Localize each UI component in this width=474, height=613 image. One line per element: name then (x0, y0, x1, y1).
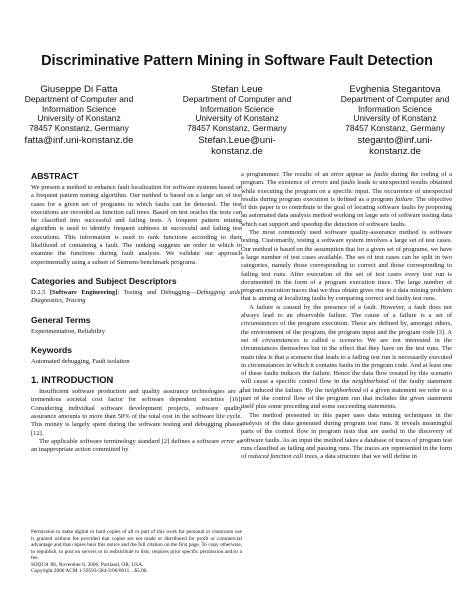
author-affiliation-line: Information Science (41, 103, 117, 114)
author-block-1 (0, 84, 158, 147)
right-column (241, 171, 452, 461)
author-name: Stefan Leue (211, 84, 263, 95)
author-affiliation-line: 78457 Konstanz, Germany (345, 122, 445, 133)
permission-text: Permission to make digital or hard copies of all or part of this work for personal or classroom use is granted without fee provided that copies are not made or distributed for profit or commercial advantage and that copies bear this notice and the full citation on the first page. To copy otherwise, to republish, to post on servers or to redistribute to lists, requires prior specific permission and/or a fee. (31, 529, 242, 561)
venue-line: SOQUA '06, November 6, 2006, Portland, OR, USA. (31, 561, 144, 568)
body-paragraph: a programmer. The results of an error appear as faults during the coding of a program. The existence of errors and faults leads to unexpected results obtained while executing the program on a specific input. The occurrence of unexpected results during program execution is defined as a program failure. The objective of this paper is to contribute to the goal of locating software faults by proposing an automated data analysis method working on large sets of software testing data which can support and speedup the detection of software faults. (241, 171, 453, 228)
author-affiliation-line: University of Konstanz (195, 113, 279, 124)
author-affiliation-line: Department of Computer and (340, 94, 450, 104)
abstract-heading: ABSTRACT (31, 171, 79, 181)
copyright-line: Copyright 2006 ACM 1-59593-584-3/06/0011 ...$5.00. (31, 568, 148, 574)
author-name: Giuseppe Di Fatta (40, 84, 118, 95)
author-affiliation-line: Information Science (199, 103, 275, 114)
body-paragraph: A failure is caused by the presence of a fault. However, a fault does not always lead to an observable failure. The cause of a failure is a set of circumstances of the program execution. These are defined by, amongst others, the environment of the program, the program input and the program code [3]. A set of circumstances is called a scenario. We are not interested in the circumstances themselves but in the effect that they have on the test runs. The main idea is that a scenario that leads to a failing test run is necessarily executed in circumstances in which it contains faults in the program code. And at least one of these faults induces the failure. Hence the data flow created by this scenario will cause a specific control flow in the neighborhood of the faulty statement that induced the failure. By the neighborhood of a given statement we refer to a part of the control flow of the program run that includes the given statement itself plus some preceding and some succeeding statements. (241, 303, 453, 411)
paper-title: Discriminative Pattern Mining in Software Fault Detection (41, 53, 433, 69)
general-terms-heading: General Terms (31, 314, 91, 325)
body-paragraph: The most commonly used software quality-assurance method is software testing. Customarily, testing a software system involves a large set of test cases. Our method is based on the assumption that for a given set of programs, we have a large number of test cases available. The set of test cases can be split in two categories, namely those corresponding to correct and those corresponding to failing test runs. After execution of the set of test cases every test run is documented in the form of a program execution trace. The large number of program execution traces that we thus obtain gives rise to a data mining problem that is aiming at localizing faults by comparing correct and faulty test runs. (241, 229, 452, 303)
author-email: fatta@inf.uni-konstanz.de (24, 135, 134, 147)
keywords-heading: Keywords (31, 344, 73, 355)
left-column (31, 171, 242, 455)
body-paragraph: The method presented in this paper uses data mining techniques in the analysis of the data generated during program test runs. It reveals meaningful parts of the control flow in program tests that are useful in the discovery of software faults. As an input the method takes a database of traces of program test runs classified as failing and passing runs. The traces are represented in the form of reduced function call trees, a data structure that we will define in (241, 411, 452, 461)
abstract-text: We present a method to enhance fault localization for software systems based on a frequent pattern mining algorithm. Our method is based on a large set of test cases for a given set of programs in which faults can be detected. The test executions are recorded as function call trees. Based on test oracles the tests can be classified into successful and failing tests. A frequent pattern mining algorithm is used to identify frequent subtrees in successful and failing test executions. This information is used to rank functions according to their likelihood of containing a fault. The ranking suggests an order in which to examine the functions during fault analysis. We validate our approach experimentally using a subset of Siemens benchmark programs. (31, 184, 242, 266)
categories-text: D.2.5 [Software Engineering]: Testing and Debugging—Debugging aids, Diagnostics, Tracing (31, 288, 242, 305)
author-affiliation-line: Department of Computer and (24, 94, 134, 104)
author-email-continued: konstanz.de (369, 145, 421, 157)
author-block-2 (158, 84, 316, 157)
author-affiliation-line: University of Konstanz (37, 113, 121, 124)
general-terms-text: Experimentation, Reliability (31, 327, 106, 335)
keywords-text: Automated debugging, Fault isolation (31, 357, 130, 365)
author-name: Evghenia Stegantova (349, 84, 441, 95)
author-affiliation-line: Department of Computer and (182, 94, 292, 104)
author-affiliation-line: 78457 Konstanz, Germany (187, 122, 287, 133)
author-block-3 (316, 84, 474, 157)
categories-heading: Categories and Subject Descriptors (31, 275, 177, 286)
author-affiliation-line: Information Science (357, 103, 433, 114)
author-affiliation-line: 78457 Konstanz, Germany (29, 122, 129, 133)
permission-notice (31, 529, 242, 575)
author-email: steganto@inf.uni- (357, 135, 433, 147)
author-affiliation-line: University of Konstanz (353, 113, 437, 124)
author-email-continued: konstanz.de (211, 145, 263, 157)
introduction-paragraph: Insufficient software production and quality assurance technologies are a tremendous societal cost factor for software dependent societies [16]. Considering individual software development projects, software quality assurance amounts to more than 50% of the total cost in the software life cycle. This money is largely spent during the software testing and debugging phases [12]. (31, 388, 242, 437)
introduction-heading: 1. INTRODUCTION (31, 374, 114, 386)
author-email: Stefan.Leue@uni- (198, 135, 276, 147)
introduction-paragraph: The applicable software terminology standard [2] defines a software error as an inappropriate action committed by (31, 437, 242, 454)
